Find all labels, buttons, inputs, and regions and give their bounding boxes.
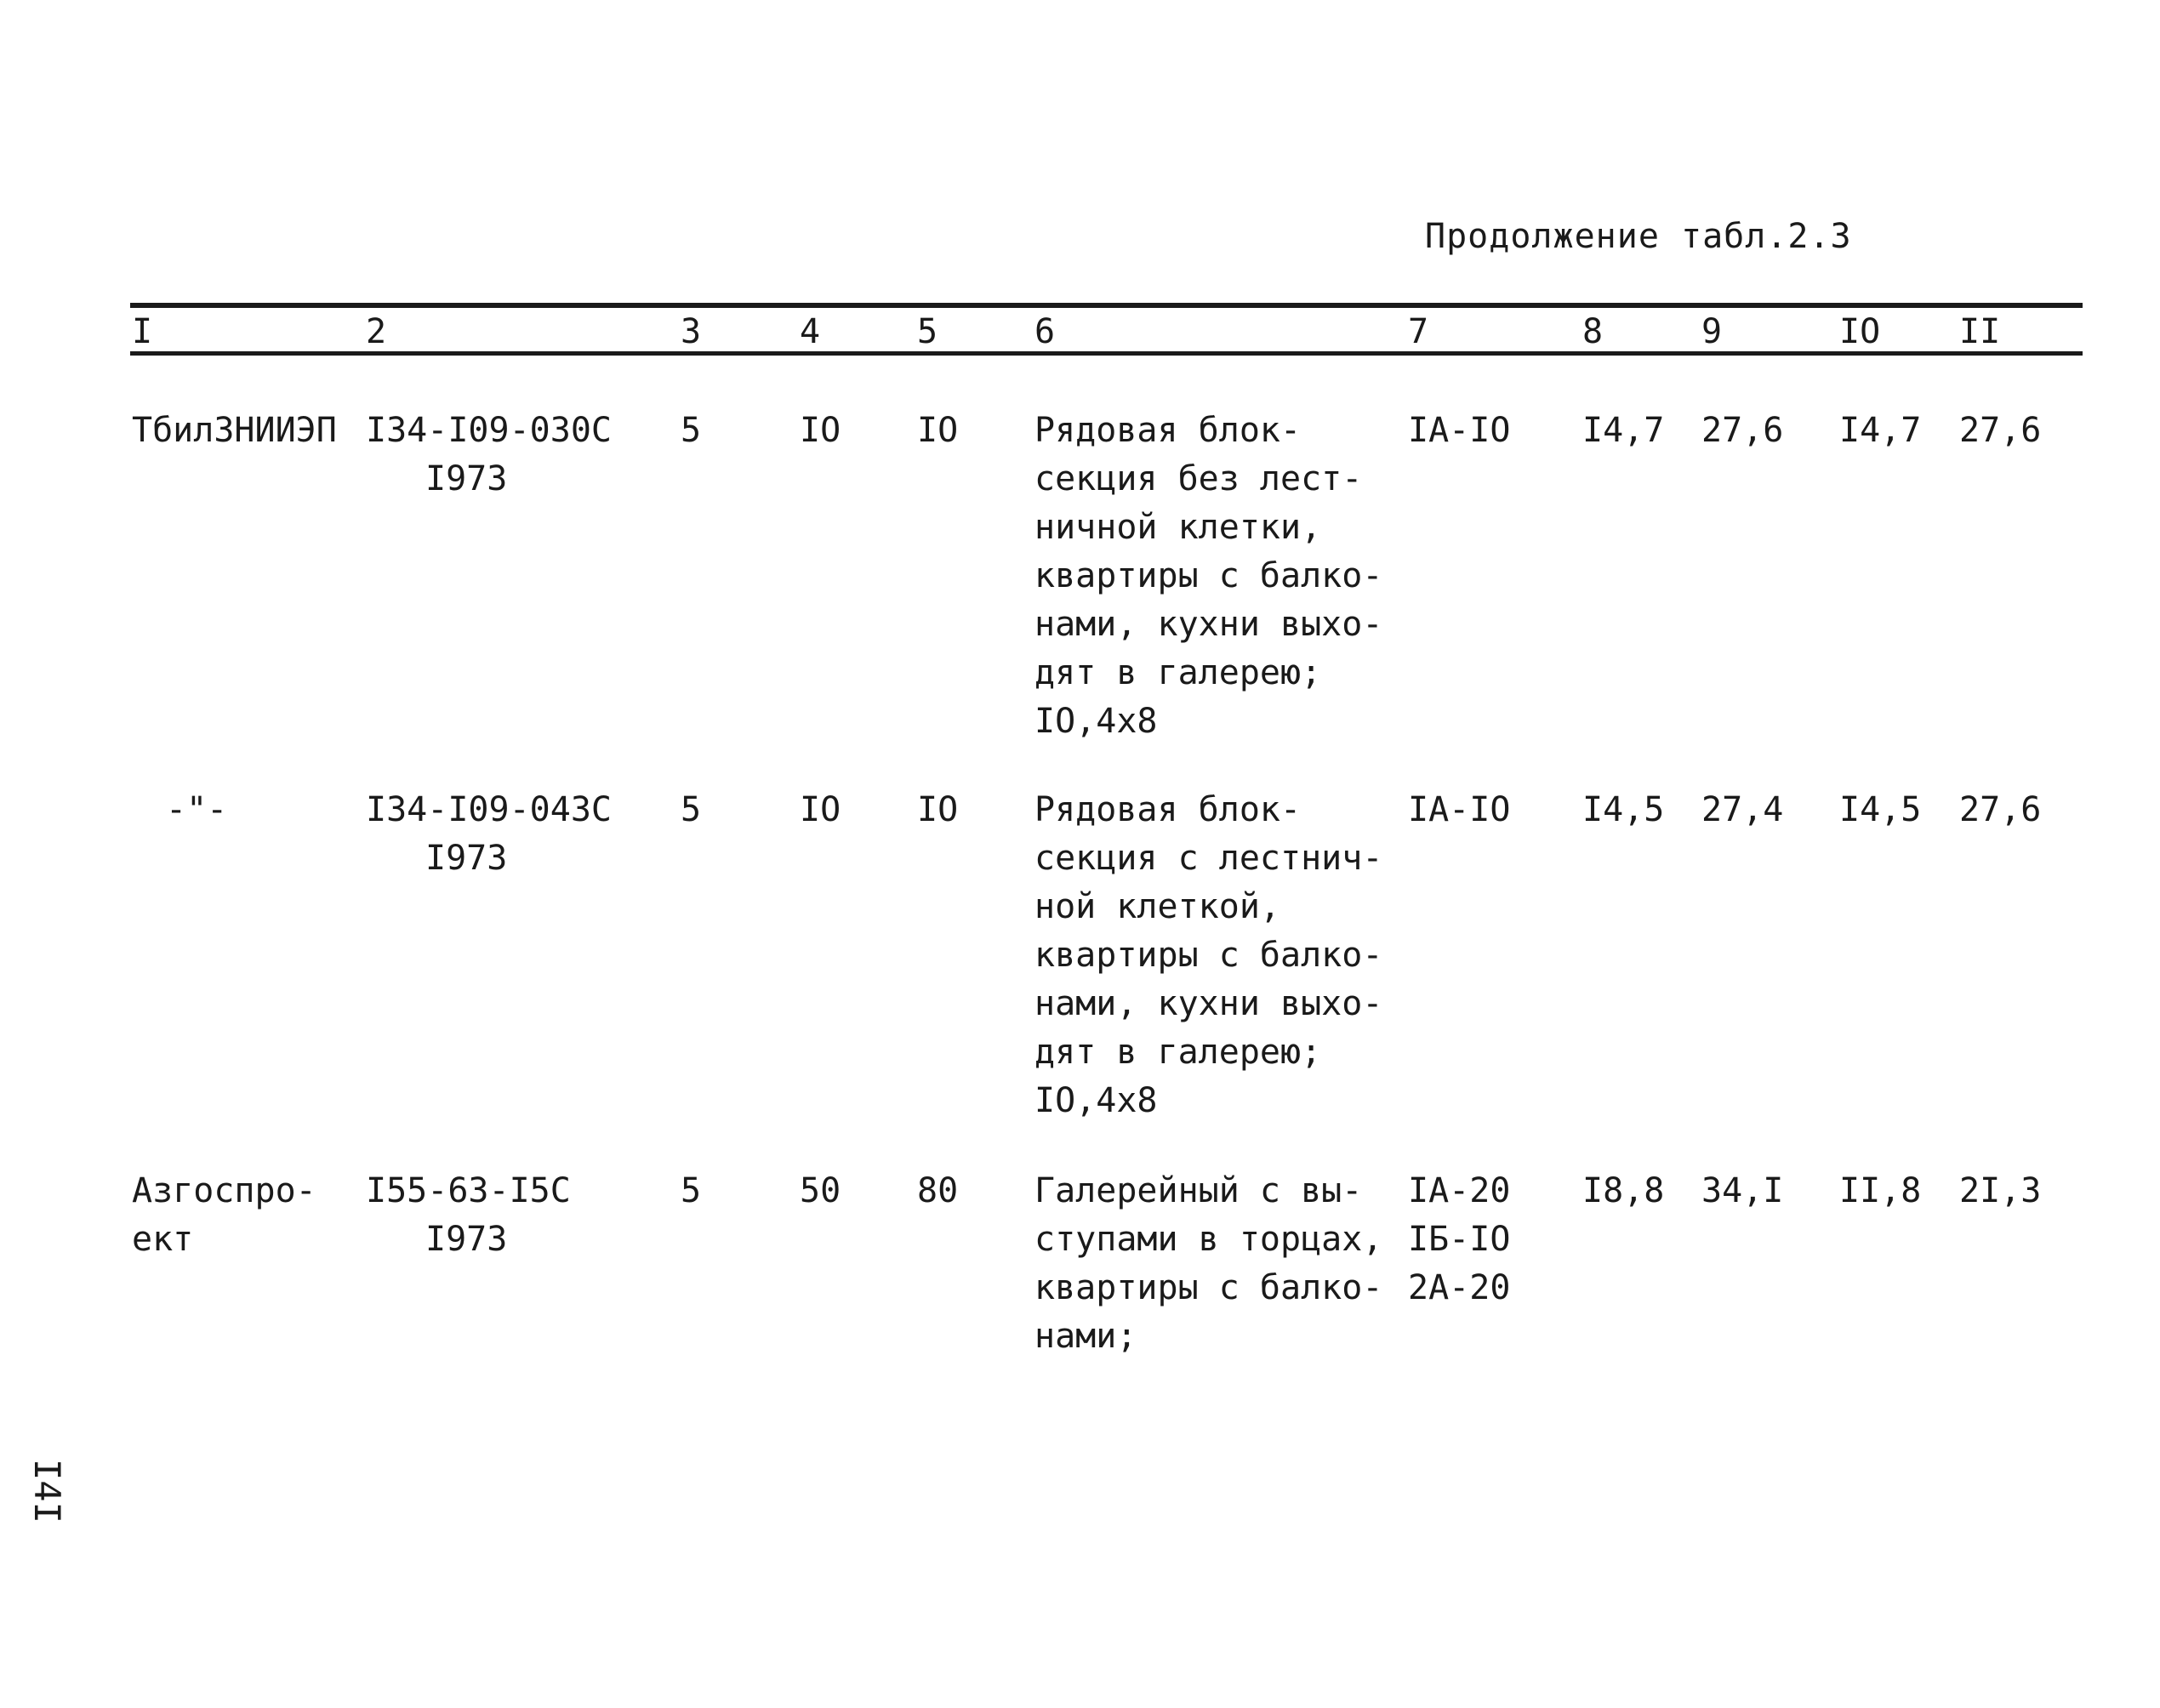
project-year: I973 [425,839,508,878]
floors-cell: 5 [681,411,702,450]
description-cell [1034,1167,1382,1361]
col10-cell: I4,5 [1839,790,1922,829]
description-line: секция с лестнич- [1034,839,1383,878]
description-line: Рядовая блок- [1034,411,1302,450]
description-line: ступами в торцах, [1034,1220,1383,1259]
description-line: нами; [1034,1317,1137,1356]
header-rule-bottom [130,351,2083,356]
organization-line: Азгоспро- [132,1171,316,1210]
description-line: нами, кухни выхо- [1034,984,1383,1023]
col4-cell: 50 [800,1171,841,1210]
col10-cell: I4,7 [1839,411,1922,450]
page-number: I4I [26,1459,68,1523]
project-cell [366,786,612,883]
description-line: IO,4x8 [1034,702,1158,741]
project-year: I973 [425,459,508,498]
apartment-type-cell [1408,786,1510,834]
floors-cell: 5 [681,1171,702,1210]
column-header-11: II [1959,312,2001,351]
description-line: секция без лест- [1034,459,1363,498]
col8-cell: I4,7 [1582,411,1665,450]
project-cell [366,407,612,504]
apartment-type-line: IБ-IO [1408,1220,1511,1259]
table-header [0,312,2160,351]
description-line: ной клеткой, [1034,887,1280,926]
description-line: Рядовая блок- [1034,790,1302,829]
col9-cell: 34,I [1701,1171,1784,1210]
col10-cell: II,8 [1839,1171,1922,1210]
apartment-type-line: IA-IO [1408,411,1511,450]
column-header-10: IO [1839,312,1881,351]
project-code: I34-I09-043C [366,790,612,829]
apartment-type-line: IA-20 [1408,1171,1511,1210]
organization-line: ект [132,1220,194,1259]
organization-cell [132,407,337,455]
apartment-type-line: IA-IO [1408,790,1511,829]
description-line: нами, кухни выхо- [1034,605,1383,644]
column-header-8: 8 [1582,312,1604,351]
column-header-9: 9 [1701,312,1723,351]
description-cell [1034,407,1382,746]
project-code: I34-I09-030C [366,411,612,450]
col4-cell: IO [800,411,841,450]
description-cell [1034,786,1382,1125]
description-line: IO,4x8 [1034,1081,1158,1120]
column-header-1: I [132,312,153,351]
col5-cell: IO [917,411,959,450]
description-line: дят в галерею; [1034,1033,1322,1072]
table-caption: Продолжение табл.2.3 [1425,217,1852,256]
description-line: квартиры с балко- [1034,1268,1383,1307]
column-header-5: 5 [917,312,938,351]
description-line: Галерейный с вы- [1034,1171,1363,1210]
col9-cell: 27,4 [1701,790,1784,829]
organization-cell [132,1167,316,1264]
col11-cell: 2I,3 [1959,1171,2042,1210]
column-header-4: 4 [800,312,821,351]
column-header-3: 3 [681,312,702,351]
col8-cell: I4,5 [1582,790,1665,829]
col9-cell: 27,6 [1701,411,1784,450]
description-line: ничной клетки, [1034,508,1322,547]
col5-cell: IO [917,790,959,829]
apartment-type-line: 2A-20 [1408,1268,1511,1307]
organization-line: ТбилЗНИИЭП [132,411,337,450]
col11-cell: 27,6 [1959,790,2042,829]
col4-cell: IO [800,790,841,829]
project-code: I55-63-I5C [366,1171,571,1210]
col5-cell: 80 [917,1171,959,1210]
project-cell [366,1167,571,1264]
column-header-2: 2 [366,312,387,351]
project-year: I973 [425,1220,508,1259]
organization-line: -"- [166,790,228,829]
column-header-6: 6 [1034,312,1056,351]
description-line: квартиры с балко- [1034,556,1383,595]
floors-cell: 5 [681,790,702,829]
organization-cell [132,786,227,834]
apartment-type-cell [1408,407,1510,455]
description-line: дят в галерею; [1034,653,1322,692]
col8-cell: I8,8 [1582,1171,1665,1210]
column-header-7: 7 [1408,312,1429,351]
header-rule-top [130,303,2083,308]
description-line: квартиры с балко- [1034,936,1383,975]
apartment-type-cell [1408,1167,1510,1312]
col11-cell: 27,6 [1959,411,2042,450]
